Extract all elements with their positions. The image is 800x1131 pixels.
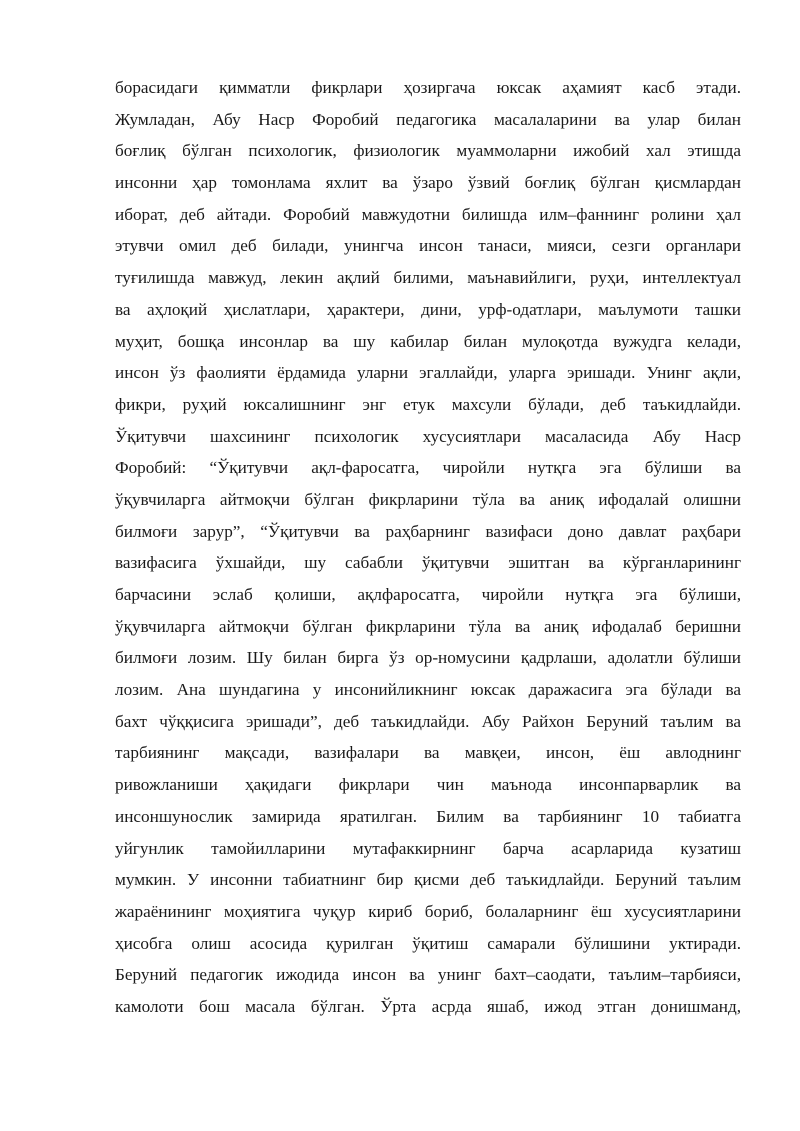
text-line: инсонни ҳар томонлама яхлит ва ўзаро ўзвий боғлиқ бўлган қисмлардан	[115, 173, 741, 193]
text-line: вазифасига ўхшайди, шу сабабли ўқитувчи эшитган ва кўрганларининг	[115, 553, 741, 573]
text-line: Форобий: “Ўқитувчи ақл-фаросатга, чиройли нутқга эга бўлиши ва	[115, 458, 741, 478]
text-line: Беруний педагогик ижодида инсон ва унинг бахт–саодати, таълим–тарбияси,	[115, 965, 741, 985]
text-line: инсоншунослик замирида яратилган. Билим ва тарбиянинг 10 табиатга	[115, 806, 741, 826]
text-line: Ўқитувчи шахсининг психологик хусусиятлари масаласида Абу Наср	[115, 426, 741, 446]
text-line: уйгунлик тамойилларини мутафаккирнинг барча асарларида кузатиш	[115, 838, 741, 858]
text-line: ҳисобга олиш асосида қурилган ўқитиш самарали бўлишини уктиради.	[115, 933, 741, 953]
text-line: жараёнининг моҳиятига чуқур кириб бориб, болаларнинг ёш хусусиятларини	[115, 901, 741, 921]
body-text	[115, 72, 741, 1023]
text-line: камолоти бош масала бўлган. Ўрта асрда яшаб, ижод этган донишманд,	[115, 996, 741, 1016]
text-line: Жумладан, Абу Наср Форобий педагогика масалаларини ва улар билан	[115, 109, 741, 129]
text-line: билмоғи лозим. Шу билан бирга ўз ор-номусини қадрлаши, адолатли бўлиши	[115, 648, 741, 668]
text-line: туғилишда мавжуд, лекин ақлий билими, маънавийлиги, руҳи, интеллектуал	[115, 268, 741, 288]
text-line: тарбиянинг мақсади, вазифалари ва мавқеи, инсон, ёш авлоднинг	[115, 743, 741, 763]
text-line: иборат, деб айтади. Форобий мавжудотни билишда илм–фаннинг ролини ҳал	[115, 204, 741, 224]
text-line: бахт чўққисига эришади”, деб таъкидлайди. Абу Райхон Беруний таълим ва	[115, 711, 741, 731]
text-line: боғлиқ бўлган психологик, физиологик муаммоларни ижобий хал этишда	[115, 141, 741, 161]
text-line: ўқувчиларга айтмоқчи бўлган фикрларини тўла ва аниқ ифодалаб беришни	[115, 616, 741, 636]
text-line: ривожланиши ҳақидаги фикрлари чин маънода инсонпарварлик ва	[115, 775, 741, 795]
text-line: ва аҳлоқий ҳислатлари, ҳарактери, дини, урф-одатлари, маълумоти ташки	[115, 299, 741, 319]
text-line: ўқувчиларга айтмоқчи бўлган фикрларини тўла ва аниқ ифодалай олишни	[115, 489, 741, 509]
text-line: билмоғи зарур”, “Ўқитувчи ва раҳбарнинг вазифаси доно давлат раҳбари	[115, 521, 741, 541]
text-line: этувчи омил деб билади, унингча инсон танаси, мияси, сезги органлари	[115, 236, 741, 256]
text-line: муҳит, бошқа инсонлар ва шу кабилар билан мулоқотда вужудга келади,	[115, 331, 741, 351]
text-line: барчасини эслаб қолиши, ақлфаросатга, чиройли нутқга эга бўлиши,	[115, 585, 741, 604]
text-line: лозим. Ана шундагина у инсонийликнинг юксак даражасига эга бўлади ва	[115, 680, 741, 700]
text-line: мумкин. У инсонни табиатнинг бир қисми деб таъкидлайди. Беруний таълим	[115, 870, 741, 890]
text-line: борасидаги қимматли фикрлари ҳозиргача юксак аҳамият касб этади.	[115, 78, 741, 97]
text-line: инсон ўз фаолияти ёрдамида уларни эгаллайди, уларга эришади. Унинг ақли,	[115, 363, 741, 383]
text-line: фикри, руҳий юксалишнинг энг етук махсули бўлади, деб таъкидлайди.	[115, 394, 741, 414]
